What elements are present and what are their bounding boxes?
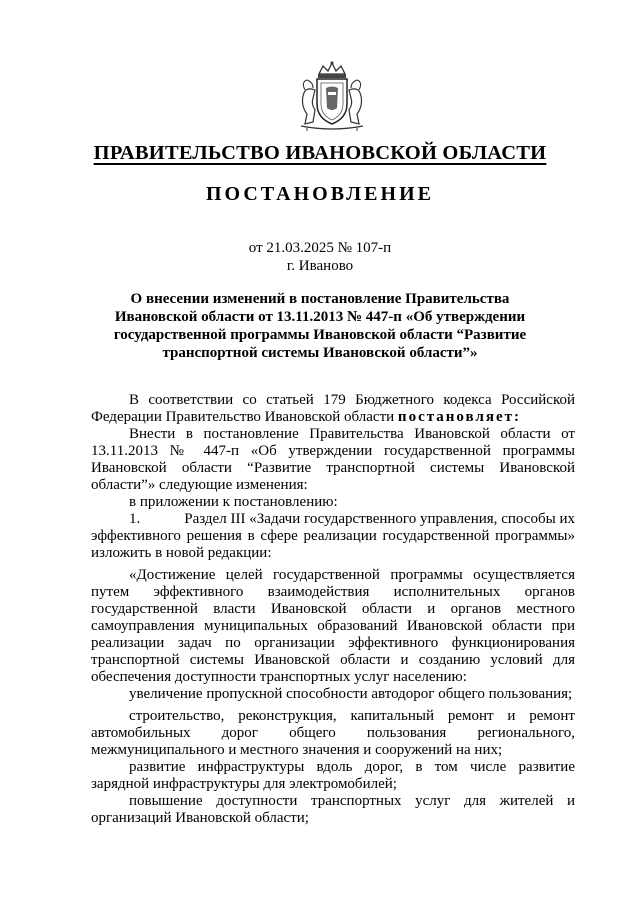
document-heading <box>100 290 540 362</box>
paragraph-item-1 <box>91 511 575 562</box>
coat-of-arms-emblem <box>295 60 369 132</box>
decision-word: постановляет: <box>397 409 521 425</box>
paragraph-goals: «Достижение целей государственной программы осуществляется путем эффективного взаимодействия исполнительных органов государственной власти Ивановской области и органов местного самоуправления муниципальных образований Ивановской области при реализации задач по организации эффективного функционирования транспортной системы Ивановской области и созданию условий для обеспечения доступности транспортных услуг населению: <box>91 567 575 685</box>
document-city: г. Иваново <box>286 258 354 274</box>
heading-line: Ивановской области от 13.11.2013 № 447-п «Об утверждении <box>114 309 526 325</box>
paragraph-list-item: увеличение пропускной способности автодорог общего пользования; <box>129 686 573 702</box>
heading-line: О внесении изменений в постановление Правительства <box>130 291 510 307</box>
preamble-text: В соответствии со статьей 179 Бюджетного кодекса Российской Федерации Правительство Ивановской области <box>91 392 575 425</box>
document-type: ПОСТАНОВЛЕНИЕ <box>206 183 434 205</box>
item-text: Раздел III «Задачи государственного управления, способы их эффективного решения в сфере реализации государственной программы» изложить в новой редакции: <box>91 511 575 561</box>
paragraph-appendix: в приложении к постановлению: <box>129 494 338 510</box>
item-number: 1. <box>129 511 141 527</box>
paragraph-list-item: повышение доступности транспортных услуг для жителей и организаций Ивановской области; <box>91 793 575 826</box>
document-body <box>91 392 575 827</box>
paragraph-list-item: строительство, реконструкция, капитальный ремонт и ремонт автомобильных дорог общего пользования регионального, межмуниципального и местного значения и сооружений на них; <box>91 708 575 758</box>
organization-title: ПРАВИТЕЛЬСТВО ИВАНОВСКОЙ ОБЛАСТИ <box>93 142 547 164</box>
document-date-number: от 21.03.2025 № 107-п <box>248 240 392 256</box>
heading-line: государственной программы Ивановской области “Развитие <box>113 327 527 343</box>
paragraph-list-item: развитие инфраструктуры вдоль дорог, в том числе развитие зарядной инфраструктуры для электромобилей; <box>91 759 575 792</box>
paragraph-amend: Внести в постановление Правительства Ивановской области от 13.11.2013 № 447-п «Об утверждении государственной программы Ивановской области “Развитие транспортной системы Ивановской области”» следующие изменения: <box>91 426 575 493</box>
heading-line: транспортной системы Ивановской области”» <box>162 345 478 361</box>
paragraph-preamble <box>91 392 575 426</box>
